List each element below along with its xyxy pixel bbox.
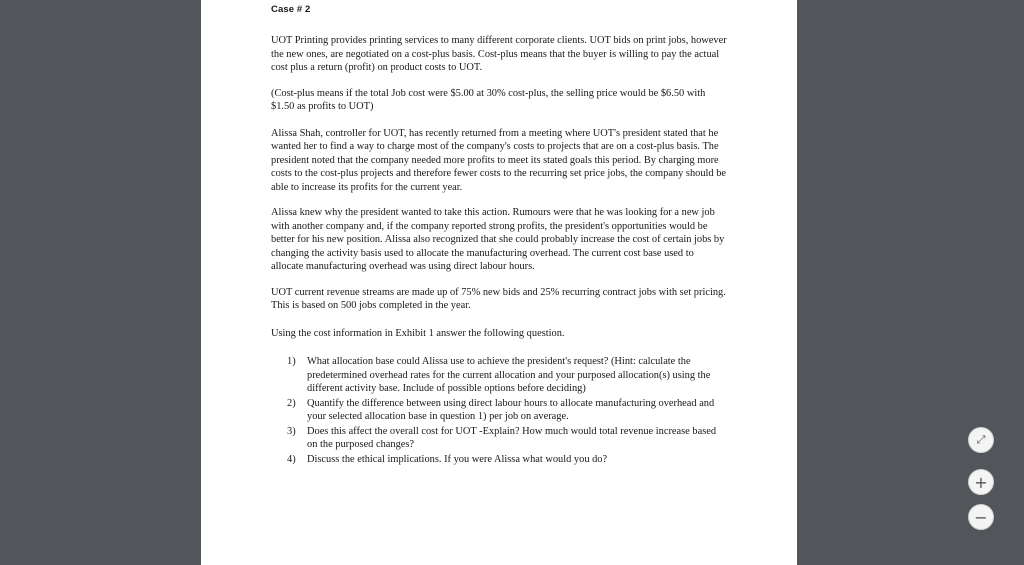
paragraph-motivation: Alissa knew why the president wanted to take this action. Rumours were that he was looking for a new job with another company and, if the company reported strong profits, the president's opportunities would be better for his new position. Alissa also recognized that she could probably increase the cost of certain jobs by changing the activity basis used to allocate the manufacturing overhead. The current cost base used to allocate manufacturing overhead was using direct labour hours. xyxy=(271,207,725,272)
paragraph-revenue: UOT current revenue streams are made up of 75% new bids and 25% recurring contract jobs with set pricing. This is based on 500 jobs completed in the year. xyxy=(271,286,726,311)
case-title: Case # 2 xyxy=(271,4,311,15)
fit-page-icon: ⤢ xyxy=(976,433,986,446)
list-item xyxy=(271,453,727,467)
question-number: 2) xyxy=(287,397,296,409)
paragraph-cost-plus-example: (Cost-plus means if the total Job cost were $5.00 at 30% cost-plus, the selling price would be $6.50 with $1.50 as profits to UOT) xyxy=(271,87,706,112)
list-item xyxy=(271,397,727,424)
list-item xyxy=(271,425,727,452)
question-list xyxy=(271,355,727,466)
list-item xyxy=(271,355,727,396)
question-text: Quantify the difference between using direct labour hours to allocate manufacturing overhead and your selected allocation base in question 1) per job on average. xyxy=(307,397,715,422)
paragraph-instruction: Using the cost information in Exhibit 1 answer the following question. xyxy=(271,327,565,339)
question-text: Does this affect the overall cost for UOT -Explain? How much would total revenue increase based on the purposed changes? xyxy=(307,425,717,450)
paragraph-controller: Alissa Shah, controller for UOT, has recently returned from a meeting where UOT's president stated that he wanted her to find a way to charge most of the company's costs to projects that are on a cost-plus basis. The president noted that the company needed more profits to meet its stated goals this period. By charging more costs to the cost-plus projects and therefore fewer costs to the recurring set price jobs, the company should be able to increase its profits for the current year. xyxy=(271,127,727,193)
question-text: What allocation base could Alissa use to achieve the president's request? (Hint: calculate the predetermined overhead rates for the current allocation and your purposed allocation(s) using the different activity base. Include of possible options before deciding) xyxy=(307,356,711,394)
paragraph-intro: UOT Printing provides printing services to many different corporate clients. UOT bids on print jobs, however the new ones, are negotiated on a cost-plus basis. Cost-plus means that the buyer is willing to pay the actual cost plus a return (profit) on product costs to UOT. xyxy=(271,35,727,73)
zoom-in-button[interactable] xyxy=(968,469,994,495)
question-number: 1) xyxy=(287,356,296,367)
question-text: Discuss the ethical implications. If you were Alissa what would you do? xyxy=(307,453,608,465)
fit-page-button[interactable] xyxy=(968,427,994,453)
minus-icon: − xyxy=(974,507,988,527)
question-number: 4) xyxy=(287,453,296,465)
document-page xyxy=(201,0,797,565)
plus-icon: + xyxy=(974,472,988,492)
zoom-out-button[interactable] xyxy=(968,504,994,530)
question-number: 3) xyxy=(287,425,296,437)
